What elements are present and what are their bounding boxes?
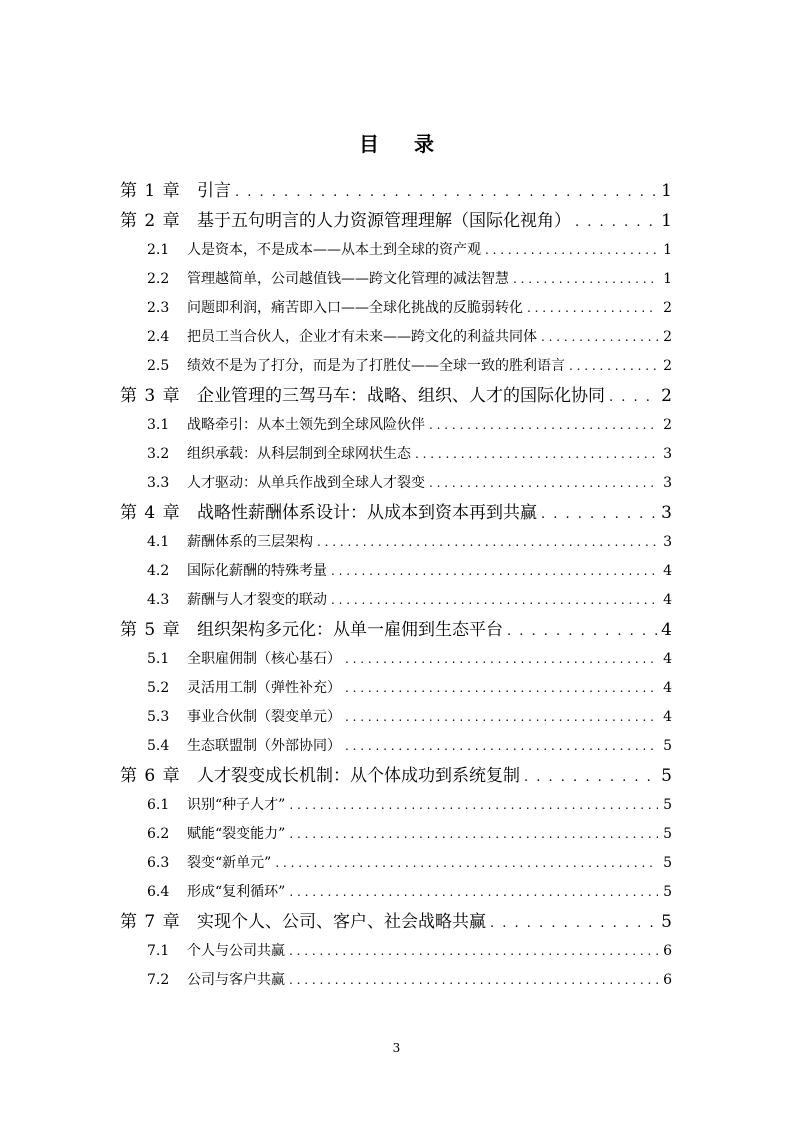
toc-entry-page: 2 [663,329,672,345]
toc-entry-title: 绩效不是为了打分，而是为了打胜仗——全球一致的胜利语言 [187,358,565,374]
toc-section-entry[interactable] [120,732,672,761]
toc-entry-title: 生态联盟制（外部协同） [187,738,341,754]
toc-entry-page: 6 [663,972,672,988]
toc-section-entry[interactable] [120,294,672,323]
toc-dot-leader [289,878,658,907]
toc-chapter-entry[interactable] [120,761,672,791]
toc-section-entry[interactable] [120,557,672,586]
toc-entry-title: 把员工当合伙人，企业才有未来——跨文化的利益共同体 [187,329,537,345]
toc-entry-page: 2 [663,300,672,316]
toc-section-entry[interactable] [120,440,672,469]
toc-dot-leader [609,383,657,411]
toc-entry-page: 5 [663,855,672,871]
toc-dot-leader [345,645,658,674]
toc-section-entry[interactable] [120,586,672,615]
toc-dot-leader [345,703,658,732]
toc-section-entry[interactable] [120,878,672,907]
toc-dot-leader [513,265,658,294]
toc-section-entry[interactable] [120,703,672,732]
toc-entry-number: 5.2 [147,680,170,696]
toc-entry-number: 6.3 [147,855,170,871]
toc-entry-page: 2 [663,358,672,374]
toc-entry-number: 第 3 章 [120,386,181,406]
toc-entry-title: 人是资本，不是成本——从本土到全球的资产观 [187,242,481,258]
toc-entry-number: 6.2 [147,826,170,842]
toc-dot-leader [541,323,658,352]
toc-entry-number: 4.1 [147,534,170,550]
toc-entry-page: 3 [661,503,672,523]
toc-entry-number: 第 2 章 [120,211,181,231]
toc-dot-leader [331,557,658,586]
toc-dot-leader [331,586,658,615]
toc-entry-page: 5 [661,912,672,932]
toc-section-entry[interactable] [120,528,672,557]
toc-entry-number: 5.3 [147,709,170,725]
toc-entry-page: 4 [663,709,672,725]
toc-entry-title: 战略性薪酬体系设计：从成本到资本再到共赢 [197,503,537,523]
toc-dot-leader [289,937,658,966]
toc-dot-leader [575,208,657,236]
toc-section-entry[interactable] [120,265,672,294]
toc-dot-leader [569,352,658,381]
toc-dot-leader [289,820,658,849]
toc-entry-page: 6 [663,943,672,959]
toc-section-entry[interactable] [120,352,672,381]
toc-dot-leader [485,236,658,265]
toc-dot-leader [345,674,658,703]
toc-entry-page: 5 [663,884,672,900]
toc-dot-leader [429,469,658,498]
toc-entry-title: 组织承载：从科层制到全球网状生态 [187,446,411,462]
toc-entry-title: 人才驱动：从单兵作战到全球人才裂变 [187,475,425,491]
toc-chapter-entry[interactable] [120,176,672,206]
toc-entry-page: 2 [663,417,672,433]
toc-dot-leader [490,909,657,937]
toc-entry-title: 识别“种子人才” [187,797,286,813]
toc-entry-title: 个人与公司共赢 [187,943,285,959]
toc-section-entry[interactable] [120,469,672,498]
toc-dot-leader [527,294,658,323]
toc-entry-page: 5 [661,766,672,786]
toc-chapter-entry[interactable] [120,907,672,937]
toc-entry-page: 5 [663,826,672,842]
toc-section-entry[interactable] [120,674,672,703]
toc-entry-number: 6.1 [147,797,170,813]
toc-entry-page: 4 [663,592,672,608]
toc-entry-number: 3.2 [147,446,170,462]
toc-entry-page: 5 [663,797,672,813]
toc-dot-leader [345,732,658,761]
toc-entry-number: 5.4 [147,738,170,754]
toc-section-entry[interactable] [120,411,672,440]
toc-section-entry[interactable] [120,791,672,820]
toc-entry-page: 2 [661,386,672,406]
toc-entry-title: 裂变“新单元” [187,855,272,871]
toc-entry-page: 4 [663,680,672,696]
toc-chapter-entry[interactable] [120,206,672,236]
toc-dot-leader [429,411,658,440]
toc-entry-number: 2.3 [147,300,170,316]
toc-entry-page: 1 [661,181,672,201]
toc-entry-page: 1 [663,242,672,258]
toc-entry-page: 5 [663,738,672,754]
toc-entry-title: 公司与客户共赢 [187,972,285,988]
toc-entry-number: 第 5 章 [120,620,181,640]
toc-section-entry[interactable] [120,849,672,878]
toc-dot-leader [415,440,658,469]
toc-dot-leader [317,528,658,557]
toc-entry-number: 4.2 [147,563,170,579]
toc-entry-number: 6.4 [147,884,170,900]
toc-dot-leader [541,500,657,528]
toc-dot-leader [275,849,658,878]
toc-entry-title: 赋能“裂变能力” [187,826,286,842]
page-number: 3 [392,1041,401,1055]
toc-entry-title: 形成“复利循环” [187,884,286,900]
toc-section-entry[interactable] [120,937,672,966]
toc-title: 目 录 [359,132,448,156]
toc-chapter-entry[interactable] [120,615,672,645]
toc-entry-number: 2.1 [147,242,170,258]
toc-entry-number: 2.2 [147,271,170,287]
toc-entry-page: 1 [661,211,672,231]
toc-entry-page: 3 [663,534,672,550]
toc-entry-title: 引言 [197,181,231,201]
toc-section-entry[interactable] [120,966,672,995]
toc-entry-title: 薪酬与人才裂变的联动 [187,592,327,608]
toc-entry-title: 全职雇佣制（核心基石） [187,651,341,667]
toc-entry-title: 基于五句明言的人力资源管理理解（国际化视角） [197,211,571,231]
toc-entry-number: 3.1 [147,417,170,433]
toc-entry-title: 薪酬体系的三层架构 [187,534,313,550]
toc-dot-leader [524,763,657,791]
toc-entry-number: 7.1 [147,943,170,959]
toc-entry-page: 4 [663,651,672,667]
toc-dot-leader [289,791,658,820]
toc-section-entry[interactable] [120,236,672,265]
toc-entry-title: 战略牵引：从本土领先到全球风险伙伴 [187,417,425,433]
toc-section-entry[interactable] [120,820,672,849]
toc-entry-title: 事业合伙制（裂变单元） [187,709,341,725]
toc-entry-number: 2.4 [147,329,170,345]
toc-entry-number: 第 1 章 [120,181,181,201]
toc-entry-page: 3 [663,475,672,491]
toc-entry-title: 灵活用工制（弹性补充） [187,680,341,696]
toc-entry-title: 组织架构多元化：从单一雇佣到生态平台 [197,620,503,640]
toc-chapter-entry[interactable] [120,498,672,528]
toc-entry-number: 7.2 [147,972,170,988]
toc-entry-number: 第 6 章 [120,766,181,786]
toc-entry-title: 管理越简单，公司越值钱——跨文化管理的减法智慧 [187,271,509,287]
toc-dot-leader [507,617,657,645]
toc-entry-number: 5.1 [147,651,170,667]
toc-entry-title: 国际化薪酬的特殊考量 [187,563,327,579]
toc-entry-title: 人才裂变成长机制：从个体成功到系统复制 [197,766,520,786]
toc-entry-number: 第 7 章 [120,912,181,932]
toc-entry-title: 问题即利润，痛苦即入口——全球化挑战的反脆弱转化 [187,300,523,316]
toc-dot-leader [235,178,657,206]
toc-section-entry[interactable] [120,645,672,674]
toc-entry-page: 4 [661,620,672,640]
toc-dot-leader [289,966,658,995]
toc-entry-number: 3.3 [147,475,170,491]
toc-entry-number: 4.3 [147,592,170,608]
table-of-contents [120,176,672,995]
toc-entry-page: 4 [663,563,672,579]
toc-section-entry[interactable] [120,323,672,352]
toc-chapter-entry[interactable] [120,381,672,411]
toc-entry-title: 企业管理的三驾马车：战略、组织、人才的国际化协同 [197,386,605,406]
toc-entry-page: 3 [663,446,672,462]
toc-entry-number: 2.5 [147,358,170,374]
toc-entry-number: 第 4 章 [120,503,181,523]
toc-entry-title: 实现个人、公司、客户、社会战略共赢 [197,912,486,932]
toc-entry-page: 1 [663,271,672,287]
